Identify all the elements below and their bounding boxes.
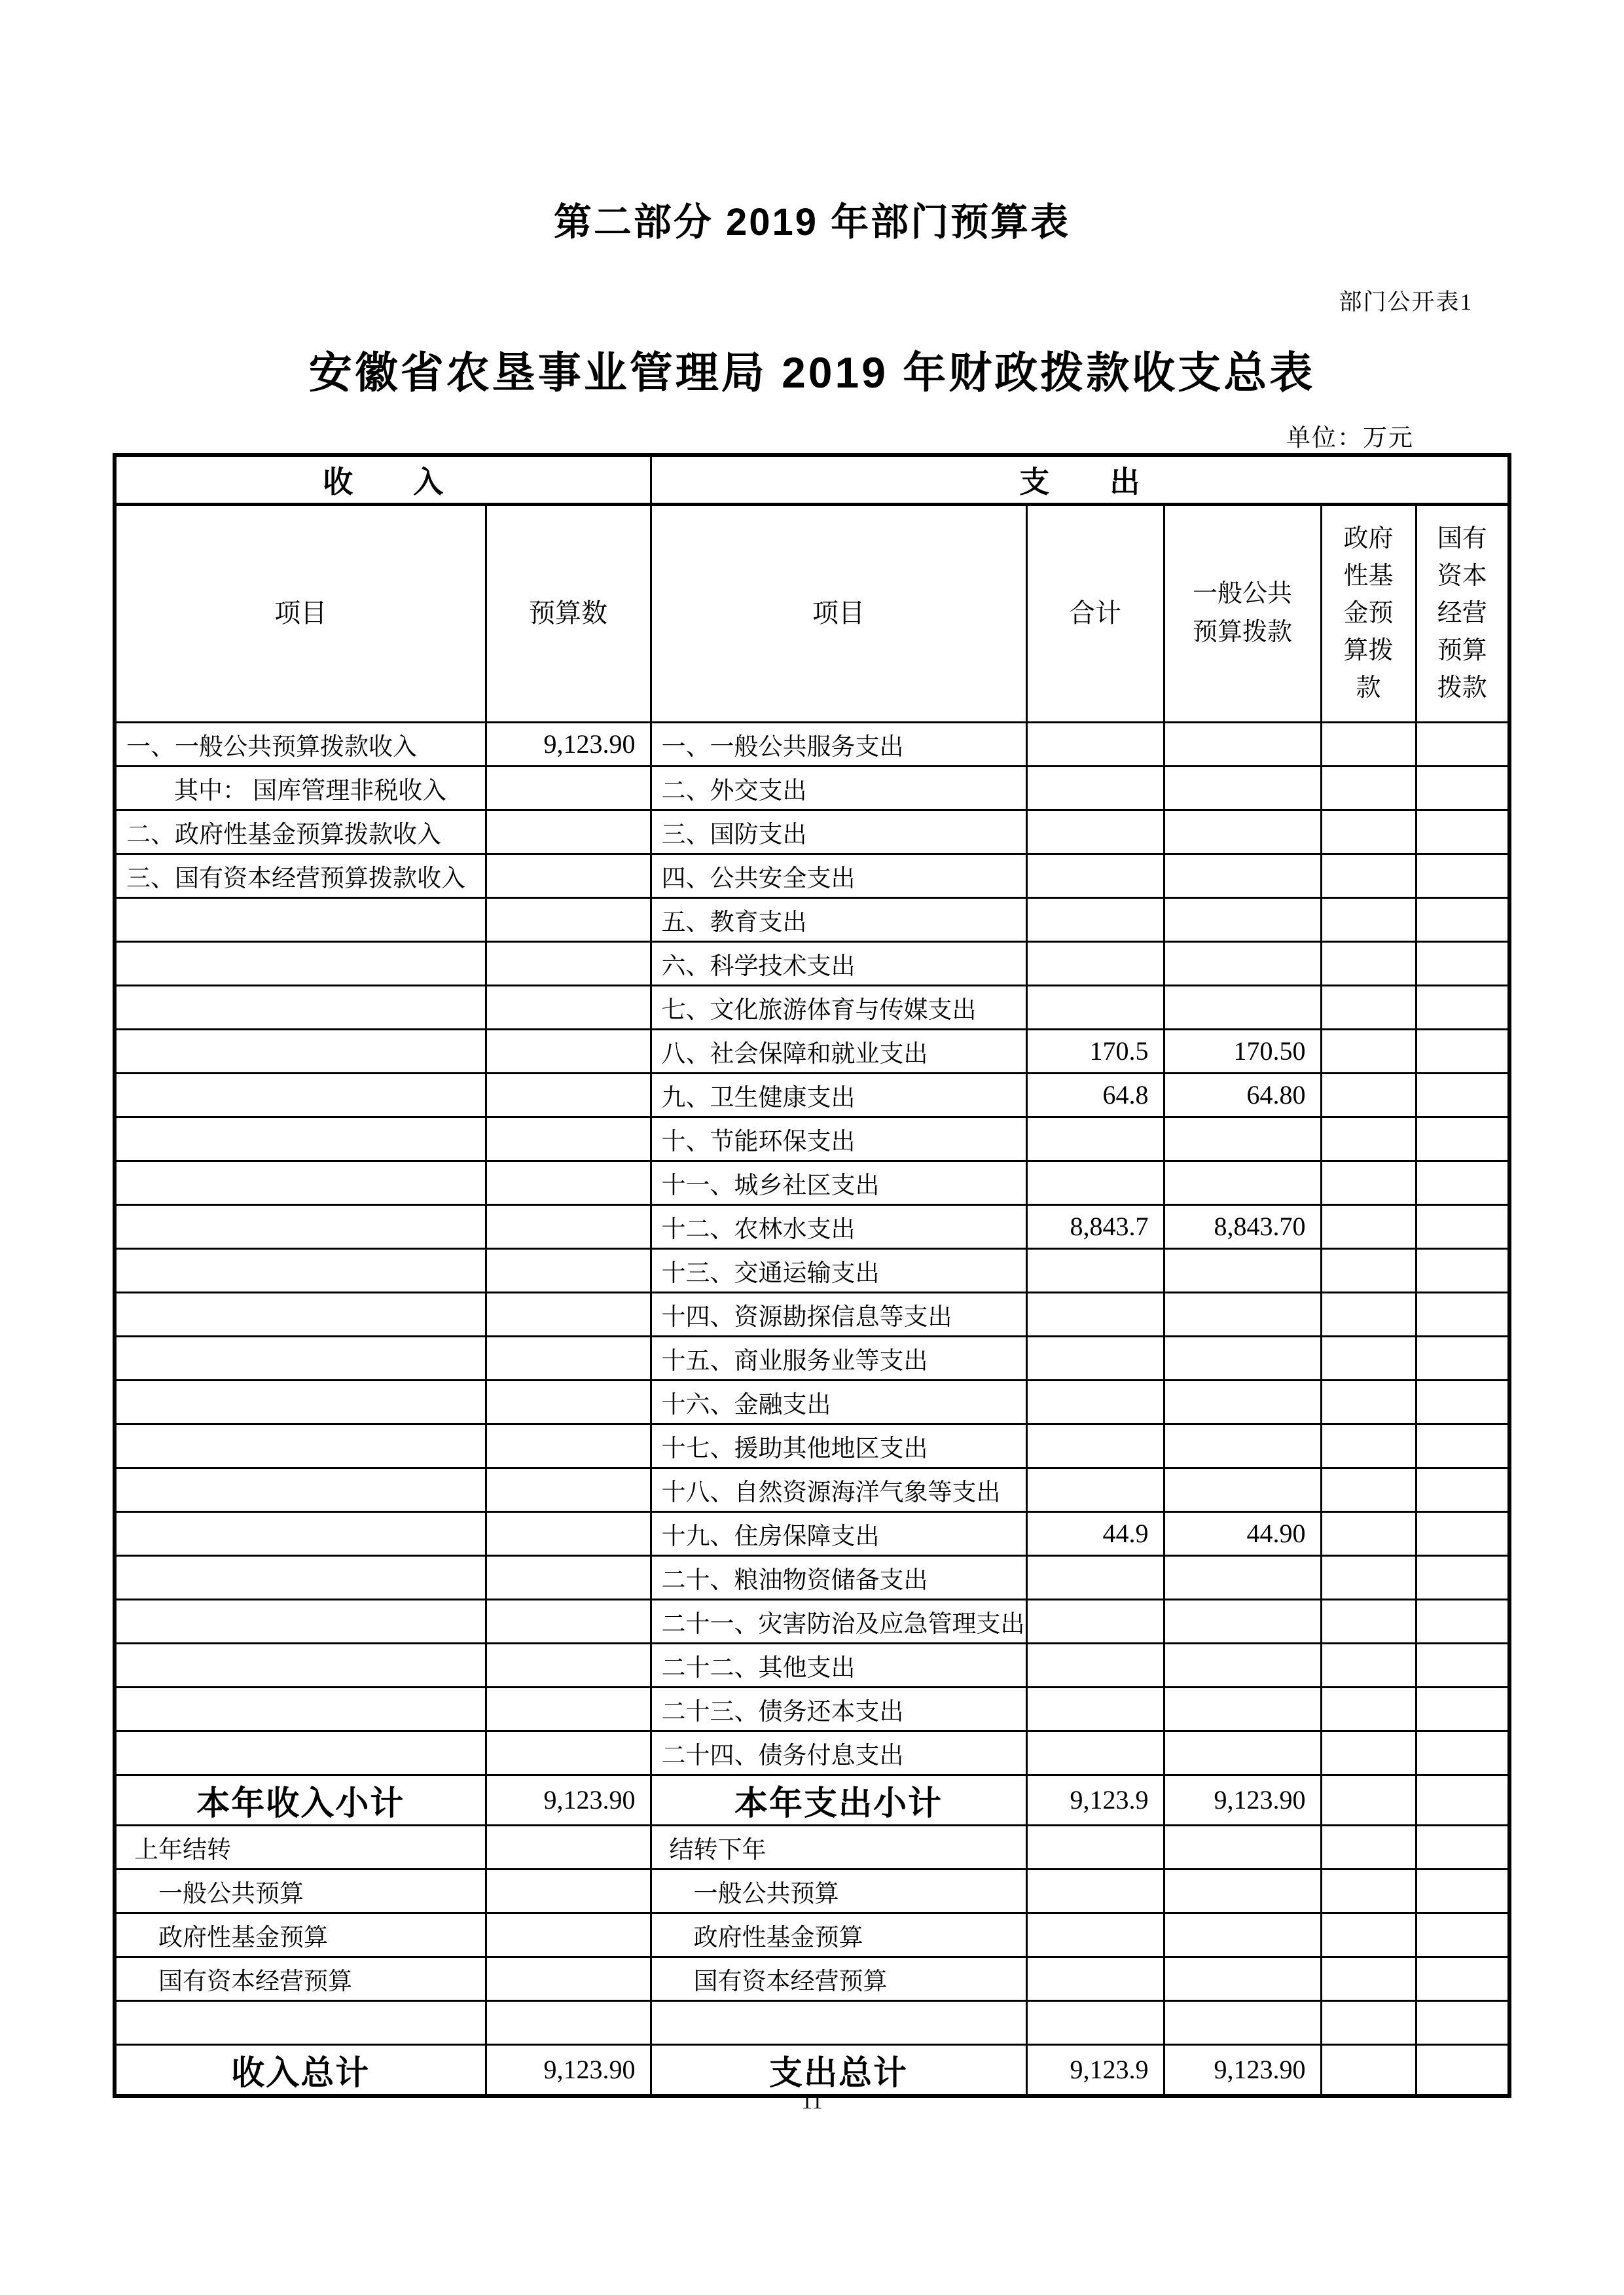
expense-general-public-cell (1164, 1731, 1321, 1775)
table-row (115, 1957, 1509, 2000)
table-row (115, 1468, 1509, 1511)
expense-gov-fund-cell (1321, 1380, 1416, 1424)
page-number: 11 (801, 2089, 823, 2114)
income-budget-cell (486, 1161, 651, 1204)
expense-state-capital-cell (1416, 1424, 1509, 1468)
col-header-gov-fund-label: 政府性基金预算拨款 (1343, 524, 1394, 702)
expense-gov-fund-cell (1321, 1292, 1416, 1336)
income-budget-cell (486, 897, 651, 941)
expense-state-capital-cell (1416, 1380, 1509, 1424)
expense-general-public-cell (1164, 1117, 1321, 1161)
expense-total-cell (1026, 1161, 1164, 1204)
expense-general-public-cell (1164, 1336, 1321, 1380)
income-budget-cell (486, 941, 651, 985)
expense-gov-fund-cell (1321, 1336, 1416, 1380)
expense-state-capital-cell (1416, 2000, 1509, 2044)
income-item-cell (115, 1424, 486, 1468)
table-row (115, 897, 1509, 941)
income-item-cell: 一般公共预算 (115, 1869, 486, 1913)
income-item-cell (115, 897, 486, 941)
expense-gov-fund-cell (1321, 1687, 1416, 1731)
expense-general-public-cell (1164, 1687, 1321, 1731)
expense-item-cell: 十、节能环保支出 (651, 1117, 1026, 1161)
expense-section-header: 支 出 (651, 455, 1509, 504)
table-row (115, 810, 1509, 854)
col-header-general-public-label: 一般公共预算拨款 (1192, 580, 1292, 646)
expense-state-capital-cell (1416, 1869, 1509, 1913)
expense-total-cell (1026, 1643, 1164, 1687)
income-budget-cell (486, 1687, 651, 1731)
income-budget-cell (486, 1248, 651, 1292)
expense-state-capital-cell (1416, 1161, 1509, 1204)
income-item-cell: 二、政府性基金预算拨款收入 (115, 810, 486, 854)
expense-general-public-cell (1164, 1599, 1321, 1643)
expense-item-cell: 二十一、灾害防治及应急管理支出 (651, 1599, 1026, 1643)
part-title: 第二部分 2019 年部门预算表 (553, 201, 1071, 244)
income-budget-cell (486, 1913, 651, 1957)
income-item-cell (115, 1731, 486, 1775)
expense-item-cell: 支出总计 (651, 2044, 1026, 2096)
expense-general-public-cell (1164, 941, 1321, 985)
col-header-state-capital-label: 国有资本经营预算拨款 (1437, 524, 1487, 702)
income-budget-cell (486, 2000, 651, 2044)
expense-total-cell: 44.9 (1026, 1511, 1164, 1555)
income-budget-cell (486, 1825, 651, 1869)
expense-state-capital-cell (1416, 1029, 1509, 1073)
expense-total-cell (1026, 1424, 1164, 1468)
income-budget-cell (486, 810, 651, 854)
expense-state-capital-cell (1416, 1731, 1509, 1775)
income-item-cell (115, 1599, 486, 1643)
expense-gov-fund-cell (1321, 1825, 1416, 1869)
income-budget-cell (486, 1336, 651, 1380)
expense-item-cell (651, 2000, 1026, 2044)
col-header-income-item: 项目 (115, 504, 486, 722)
expense-gov-fund-cell (1321, 1029, 1416, 1073)
table-row (115, 1731, 1509, 1775)
expense-general-public-cell (1164, 985, 1321, 1029)
income-section-header: 收 入 (115, 455, 651, 504)
table-row (115, 2044, 1509, 2096)
expense-total-cell: 9,123.9 (1026, 2044, 1164, 2096)
income-item-cell: 本年收入小计 (115, 1775, 486, 1825)
expense-gov-fund-cell (1321, 897, 1416, 941)
expense-gov-fund-cell (1321, 2044, 1416, 2096)
expense-total-cell (1026, 2000, 1164, 2044)
section-header-row (115, 455, 1509, 504)
expense-item-cell: 二十二、其他支出 (651, 1643, 1026, 1687)
expense-item-cell: 十六、金融支出 (651, 1380, 1026, 1424)
table-row (115, 1643, 1509, 1687)
expense-item-cell: 十四、资源勘探信息等支出 (651, 1292, 1026, 1336)
expense-item-cell: 四、公共安全支出 (651, 854, 1026, 897)
table-row (115, 2000, 1509, 2044)
expense-item-cell: 二十三、债务还本支出 (651, 1687, 1026, 1731)
expense-gov-fund-cell (1321, 810, 1416, 854)
expense-item-cell: 十七、援助其他地区支出 (651, 1424, 1026, 1468)
expense-gov-fund-cell (1321, 1869, 1416, 1913)
expense-state-capital-cell (1416, 1913, 1509, 1957)
budget-table (113, 453, 1511, 2098)
expense-item-cell: 三、国防支出 (651, 810, 1026, 854)
income-item-cell: 政府性基金预算 (115, 1913, 486, 1957)
expense-state-capital-cell (1416, 1248, 1509, 1292)
expense-gov-fund-cell (1321, 1248, 1416, 1292)
expense-gov-fund-cell (1321, 1957, 1416, 2000)
expense-total-cell (1026, 1687, 1164, 1731)
expense-total-cell (1026, 722, 1164, 766)
expense-gov-fund-cell (1321, 2000, 1416, 2044)
expense-item-cell: 一般公共预算 (651, 1869, 1026, 1913)
expense-gov-fund-cell (1321, 1117, 1416, 1161)
col-header-income-budget: 预算数 (486, 504, 651, 722)
expense-item-cell: 本年支出小计 (651, 1775, 1026, 1825)
income-item-cell (115, 941, 486, 985)
expense-gov-fund-cell (1321, 854, 1416, 897)
expense-state-capital-cell (1416, 2044, 1509, 2096)
income-budget-cell: 9,123.90 (486, 722, 651, 766)
expense-gov-fund-cell (1321, 1643, 1416, 1687)
expense-item-cell: 六、科学技术支出 (651, 941, 1026, 985)
income-item-cell (115, 1204, 486, 1248)
expense-state-capital-cell (1416, 1336, 1509, 1380)
expense-gov-fund-cell (1321, 1468, 1416, 1511)
income-item-cell (115, 1511, 486, 1555)
table-row (115, 1161, 1509, 1204)
expense-total-cell (1026, 1468, 1164, 1511)
table-row (115, 766, 1509, 810)
table-row (115, 1775, 1509, 1825)
expense-total-cell (1026, 897, 1164, 941)
expense-general-public-cell: 9,123.90 (1164, 1775, 1321, 1825)
income-budget-cell (486, 1117, 651, 1161)
table-row (115, 1380, 1509, 1424)
expense-total-cell (1026, 1957, 1164, 2000)
expense-state-capital-cell (1416, 722, 1509, 766)
expense-total-cell (1026, 1117, 1164, 1161)
table-row (115, 1029, 1509, 1073)
expense-item-cell: 十三、交通运输支出 (651, 1248, 1026, 1292)
income-item-cell (115, 1117, 486, 1161)
expense-gov-fund-cell (1321, 1073, 1416, 1117)
col-header-total: 合计 (1026, 504, 1164, 722)
expense-item-cell: 八、社会保障和就业支出 (651, 1029, 1026, 1073)
expense-general-public-cell (1164, 1468, 1321, 1511)
expense-general-public-cell (1164, 854, 1321, 897)
expense-general-public-cell (1164, 897, 1321, 941)
expense-total-cell (1026, 1336, 1164, 1380)
expense-general-public-cell: 44.90 (1164, 1511, 1321, 1555)
expense-general-public-cell: 64.80 (1164, 1073, 1321, 1117)
expense-total-cell (1026, 1825, 1164, 1869)
expense-item-cell: 二、外交支出 (651, 766, 1026, 810)
expense-gov-fund-cell (1321, 1555, 1416, 1599)
col-header-gov-fund (1321, 504, 1416, 722)
expense-gov-fund-cell (1321, 1511, 1416, 1555)
income-item-cell (115, 1161, 486, 1204)
expense-general-public-cell (1164, 810, 1321, 854)
table-row (115, 941, 1509, 985)
expense-state-capital-cell (1416, 1511, 1509, 1555)
expense-state-capital-cell (1416, 1643, 1509, 1687)
income-item-cell (115, 1468, 486, 1511)
income-budget-cell (486, 1869, 651, 1913)
income-budget-cell (486, 1731, 651, 1775)
expense-item-cell: 结转下年 (651, 1825, 1026, 1869)
expense-total-cell (1026, 854, 1164, 897)
expense-item-cell: 二十四、债务付息支出 (651, 1731, 1026, 1775)
expense-item-cell: 七、文化旅游体育与传媒支出 (651, 985, 1026, 1029)
expense-state-capital-cell (1416, 1468, 1509, 1511)
expense-total-cell (1026, 1731, 1164, 1775)
table-row (115, 1913, 1509, 1957)
expense-total-cell: 64.8 (1026, 1073, 1164, 1117)
income-budget-cell (486, 1555, 651, 1599)
income-item-cell: 其中： 国库管理非税收入 (115, 766, 486, 810)
expense-gov-fund-cell (1321, 1731, 1416, 1775)
income-item-cell (115, 1248, 486, 1292)
expense-total-cell (1026, 766, 1164, 810)
table-row (115, 1292, 1509, 1336)
expense-general-public-cell (1164, 1248, 1321, 1292)
expense-item-cell: 政府性基金预算 (651, 1913, 1026, 1957)
income-budget-cell (486, 1204, 651, 1248)
table-row (115, 1336, 1509, 1380)
expense-total-cell (1026, 1555, 1164, 1599)
expense-gov-fund-cell (1321, 766, 1416, 810)
expense-general-public-cell: 9,123.90 (1164, 2044, 1321, 2096)
expense-total-cell (1026, 1292, 1164, 1336)
income-budget-cell (486, 1029, 651, 1073)
expense-item-cell: 五、教育支出 (651, 897, 1026, 941)
expense-state-capital-cell (1416, 854, 1509, 897)
expense-total-cell (1026, 1599, 1164, 1643)
expense-gov-fund-cell (1321, 1161, 1416, 1204)
income-budget-cell (486, 1511, 651, 1555)
income-item-cell: 一、一般公共预算拨款收入 (115, 722, 486, 766)
expense-state-capital-cell (1416, 1555, 1509, 1599)
income-item-cell (115, 985, 486, 1029)
expense-general-public-cell (1164, 1380, 1321, 1424)
table-row (115, 1204, 1509, 1248)
expense-total-cell: 8,843.7 (1026, 1204, 1164, 1248)
expense-state-capital-cell (1416, 766, 1509, 810)
income-item-cell (115, 2000, 486, 2044)
expense-gov-fund-cell (1321, 1775, 1416, 1825)
expense-state-capital-cell (1416, 1687, 1509, 1731)
unit-note: 单位：万元 (1286, 425, 1414, 452)
expense-gov-fund-cell (1321, 722, 1416, 766)
col-header-expense-item: 项目 (651, 504, 1026, 722)
expense-general-public-cell (1164, 2000, 1321, 2044)
expense-state-capital-cell (1416, 1957, 1509, 2000)
income-item-cell: 三、国有资本经营预算拨款收入 (115, 854, 486, 897)
expense-general-public-cell: 170.50 (1164, 1029, 1321, 1073)
expense-item-cell: 十五、商业服务业等支出 (651, 1336, 1026, 1380)
expense-total-cell (1026, 941, 1164, 985)
income-item-cell (115, 1643, 486, 1687)
expense-gov-fund-cell (1321, 941, 1416, 985)
income-item-cell: 国有资本经营预算 (115, 1957, 486, 2000)
expense-total-cell (1026, 1248, 1164, 1292)
expense-item-cell: 十九、住房保障支出 (651, 1511, 1026, 1555)
income-item-cell: 收入总计 (115, 2044, 486, 2096)
expense-item-cell: 十八、自然资源海洋气象等支出 (651, 1468, 1026, 1511)
expense-total-cell: 170.5 (1026, 1029, 1164, 1073)
expense-general-public-cell (1164, 1643, 1321, 1687)
income-budget-cell (486, 1073, 651, 1117)
expense-item-cell: 国有资本经营预算 (651, 1957, 1026, 2000)
expense-item-cell: 十一、城乡社区支出 (651, 1161, 1026, 1204)
expense-total-cell (1026, 1869, 1164, 1913)
income-budget-cell (486, 1468, 651, 1511)
expense-state-capital-cell (1416, 1292, 1509, 1336)
income-budget-cell (486, 1957, 651, 2000)
expense-state-capital-cell (1416, 941, 1509, 985)
table-row (115, 1825, 1509, 1869)
expense-state-capital-cell (1416, 985, 1509, 1029)
expense-state-capital-cell (1416, 897, 1509, 941)
expense-gov-fund-cell (1321, 1204, 1416, 1248)
expense-gov-fund-cell (1321, 1913, 1416, 1957)
expense-total-cell: 9,123.9 (1026, 1775, 1164, 1825)
table-row (115, 1117, 1509, 1161)
table-row (115, 1073, 1509, 1117)
column-header-row (115, 504, 1509, 722)
expense-state-capital-cell (1416, 1825, 1509, 1869)
table-row (115, 1555, 1509, 1599)
expense-state-capital-cell (1416, 1775, 1509, 1825)
expense-general-public-cell (1164, 1957, 1321, 2000)
table-label: 部门公开表1 (1339, 289, 1473, 315)
expense-general-public-cell (1164, 1161, 1321, 1204)
expense-gov-fund-cell (1321, 1424, 1416, 1468)
income-budget-cell: 9,123.90 (486, 2044, 651, 2096)
expense-general-public-cell (1164, 1913, 1321, 1957)
table-row (115, 985, 1509, 1029)
col-header-general-public (1164, 504, 1321, 722)
expense-general-public-cell (1164, 722, 1321, 766)
expense-total-cell (1026, 810, 1164, 854)
expense-general-public-cell (1164, 1825, 1321, 1869)
expense-item-cell: 九、卫生健康支出 (651, 1073, 1026, 1117)
expense-general-public-cell (1164, 1292, 1321, 1336)
expense-state-capital-cell (1416, 1599, 1509, 1643)
table-row (115, 1599, 1509, 1643)
income-item-cell (115, 1336, 486, 1380)
income-item-cell: 上年结转 (115, 1825, 486, 1869)
expense-state-capital-cell (1416, 1073, 1509, 1117)
income-item-cell (115, 1380, 486, 1424)
income-budget-cell: 9,123.90 (486, 1775, 651, 1825)
table-row (115, 1248, 1509, 1292)
expense-state-capital-cell (1416, 810, 1509, 854)
table-row (115, 1869, 1509, 1913)
income-item-cell (115, 1029, 486, 1073)
expense-general-public-cell (1164, 1869, 1321, 1913)
table-row (115, 1511, 1509, 1555)
income-budget-cell (486, 1292, 651, 1336)
expense-general-public-cell (1164, 1555, 1321, 1599)
expense-total-cell (1026, 1380, 1164, 1424)
expense-general-public-cell (1164, 766, 1321, 810)
income-item-cell (115, 1687, 486, 1731)
income-item-cell (115, 1073, 486, 1117)
income-budget-cell (486, 854, 651, 897)
income-budget-cell (486, 766, 651, 810)
expense-total-cell (1026, 985, 1164, 1029)
income-budget-cell (486, 1380, 651, 1424)
table-row (115, 1424, 1509, 1468)
income-budget-cell (486, 1643, 651, 1687)
col-header-state-capital (1416, 504, 1509, 722)
expense-general-public-cell (1164, 1424, 1321, 1468)
table-row (115, 854, 1509, 897)
expense-total-cell (1026, 1913, 1164, 1957)
income-item-cell (115, 1555, 486, 1599)
expense-gov-fund-cell (1321, 1599, 1416, 1643)
expense-gov-fund-cell (1321, 985, 1416, 1029)
income-budget-cell (486, 1424, 651, 1468)
expense-item-cell: 一、一般公共服务支出 (651, 722, 1026, 766)
income-budget-cell (486, 985, 651, 1029)
expense-general-public-cell: 8,843.70 (1164, 1204, 1321, 1248)
expense-item-cell: 十二、农林水支出 (651, 1204, 1026, 1248)
table-title: 安徽省农垦事业管理局 2019 年财政拨款收支总表 (308, 348, 1316, 397)
income-budget-cell (486, 1599, 651, 1643)
table-row (115, 722, 1509, 766)
expense-state-capital-cell (1416, 1204, 1509, 1248)
expense-item-cell: 二十、粮油物资储备支出 (651, 1555, 1026, 1599)
expense-state-capital-cell (1416, 1117, 1509, 1161)
table-row (115, 1687, 1509, 1731)
income-item-cell (115, 1292, 486, 1336)
